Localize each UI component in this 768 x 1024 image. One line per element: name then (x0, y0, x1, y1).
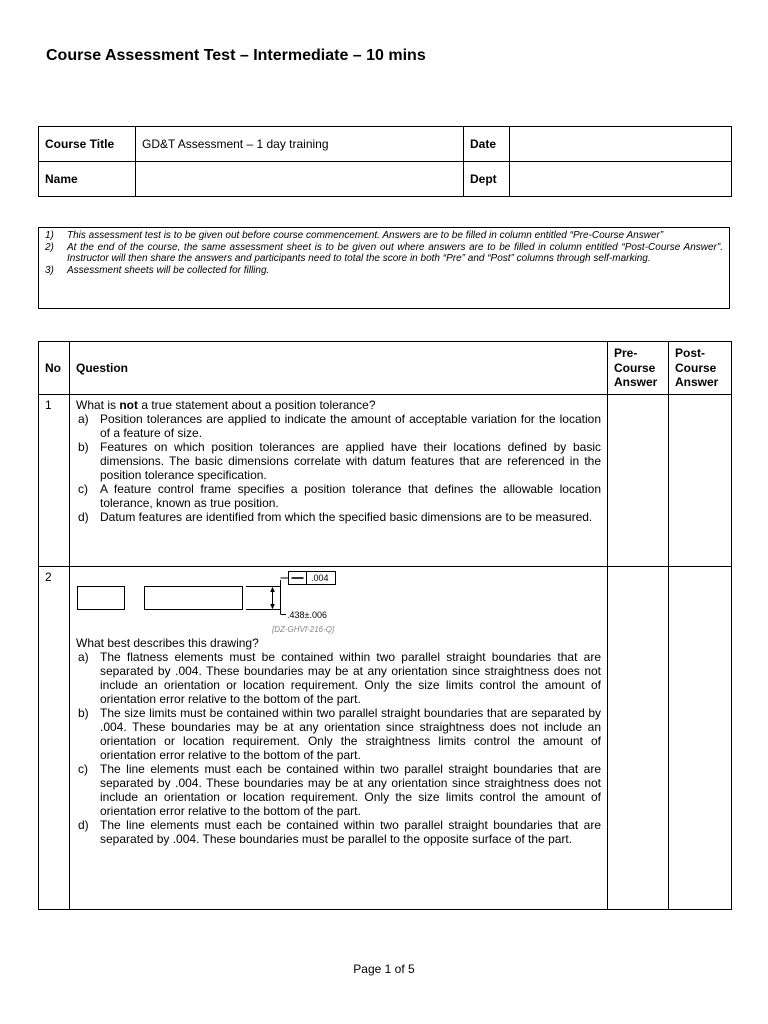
part-left-view (78, 587, 125, 610)
course-info-table (38, 126, 732, 197)
question-row-1 (39, 395, 732, 567)
answer-option (76, 706, 601, 762)
option-text: Datum features are identified from which the specified basic dimensions are to be measured. (100, 510, 593, 524)
header-post-line: Course (675, 360, 717, 375)
instruction-text: Assessment sheets will be collected for filling. (67, 264, 270, 276)
course-title-value: GD&T Assessment – 1 day training (136, 127, 464, 162)
question-stem: What best describes this drawing? (76, 636, 259, 650)
name-row (39, 162, 732, 197)
answer-option (76, 482, 601, 510)
option-letter: a) (78, 412, 89, 426)
page-number: Page 1 of 5 (353, 962, 415, 976)
answer-option (76, 440, 601, 482)
answer-option (76, 818, 601, 846)
question-number: 1 (39, 395, 70, 567)
name-label: Name (39, 162, 136, 197)
instruction-item (45, 242, 723, 265)
option-text: A feature control frame specifies a position tolerance that defines the allowable location tolerance, known as true position. (100, 482, 601, 510)
instruction-item (45, 230, 723, 242)
size-dimension: .438±.006 (287, 610, 327, 620)
header-no: No (39, 342, 70, 395)
post-course-answer-cell[interactable] (669, 567, 732, 910)
instruction-item (45, 265, 723, 277)
instructions-box (38, 227, 730, 309)
dimension-arrow-bottom (270, 604, 275, 609)
straightness-drawing (76, 570, 356, 634)
stem-text: a true statement about a position tolerance? (138, 398, 376, 412)
question-table-header (39, 342, 732, 395)
option-text: Position tolerances are applied to indicate the amount of acceptable variation for the location of a feature of size. (100, 412, 601, 440)
instruction-text: This assessment test is to be given out before course commencement. Answers are to be filled in column entitled “Pre-Course Answer” (67, 230, 664, 241)
course-title-row (39, 127, 732, 162)
header-pre-line: Answer (614, 375, 658, 390)
question-row-2 (39, 567, 732, 910)
dept-label: Dept (464, 162, 510, 197)
dept-field[interactable] (510, 162, 732, 197)
header-post-course-answer (669, 342, 732, 395)
answer-option (76, 510, 601, 524)
answer-option (76, 762, 601, 818)
post-course-answer-cell[interactable] (669, 395, 732, 567)
option-text: The line elements must each be contained within two parallel straight boundaries that are separated by .004. These boundaries may be at any orientation since straightness does not include an orientation or location requirement. Only the size limits control the amount of orientation error relative to the bottom of the part. (100, 762, 601, 818)
option-text: The line elements must each be contained within two parallel straight boundaries that are separated by .004. These boundaries must be parallel to the opposite surface of the part. (100, 818, 601, 846)
answer-options (76, 650, 601, 846)
dimension-arrow-top (270, 587, 275, 592)
option-letter: c) (78, 762, 88, 776)
pre-course-answer-cell[interactable] (608, 567, 669, 910)
fcf-tolerance: .004 (311, 573, 329, 583)
document-title: Course Assessment Test – Intermediate – 10 mins (46, 47, 426, 64)
pre-course-answer-cell[interactable] (608, 395, 669, 567)
instruction-text: At the end of the course, the same assessment sheet is to be given out where answers are to be filled in column entitled “Post-Course Answer”. Instructor will then share the answers and participants need to total the score in both “Pre” and “Post” columns through self-marking. (67, 241, 723, 265)
header-pre-line: Pre- (614, 346, 638, 361)
date-label: Date (464, 127, 510, 162)
header-pre-line: Course (614, 360, 656, 375)
name-field[interactable] (136, 162, 464, 197)
instruction-number: 3) (45, 264, 54, 276)
answer-options (76, 412, 601, 524)
header-post-line: Post- (675, 346, 705, 361)
option-letter: c) (78, 482, 88, 496)
question-body (70, 567, 608, 910)
answer-option (76, 412, 601, 440)
course-title-label: Course Title (39, 127, 136, 162)
date-field[interactable] (510, 127, 732, 162)
answer-option (76, 650, 601, 706)
option-letter: b) (78, 440, 89, 454)
header-question: Question (70, 342, 608, 395)
option-letter: d) (78, 818, 89, 832)
option-text: Features on which position tolerances are applied have their locations defined by basic dimensions. The basic dimensions correlate with datum features that are referenced in the position tolerance specification. (100, 440, 601, 482)
instruction-number: 2) (45, 241, 54, 253)
option-text: The flatness elements must be contained within two parallel straight boundaries that are separated by .004. These boundaries may be at any orientation since straightness does not include an orientation or location requirement. Only the size limits control the amount of orientation error relative to the bottom of the part. (100, 650, 601, 706)
stem-emphasis: not (119, 398, 138, 412)
drawing-reference: [DZ-GHVf-216-Q] (272, 625, 335, 634)
part-drawing-svg (76, 570, 356, 634)
question-stem (76, 398, 601, 412)
question-number: 2 (39, 567, 70, 910)
option-letter: b) (78, 706, 89, 720)
header-post-line: Answer (675, 375, 719, 390)
instructions-list (45, 230, 723, 276)
instruction-number: 1) (45, 230, 54, 241)
option-text: The size limits must be contained within two parallel straight boundaries that are separated by .004. These boundaries may be at any orientation since straightness does not include an orientation or location requirement. Only the straightness limits control the amount of orientation error relative to the bottom of the part. (100, 706, 601, 762)
part-front-view (145, 587, 243, 610)
option-letter: a) (78, 650, 89, 664)
question-body (70, 395, 608, 567)
question-table (38, 341, 732, 910)
stem-text: What is (76, 398, 120, 412)
option-letter: d) (78, 510, 89, 524)
header-pre-course-answer (608, 342, 669, 395)
